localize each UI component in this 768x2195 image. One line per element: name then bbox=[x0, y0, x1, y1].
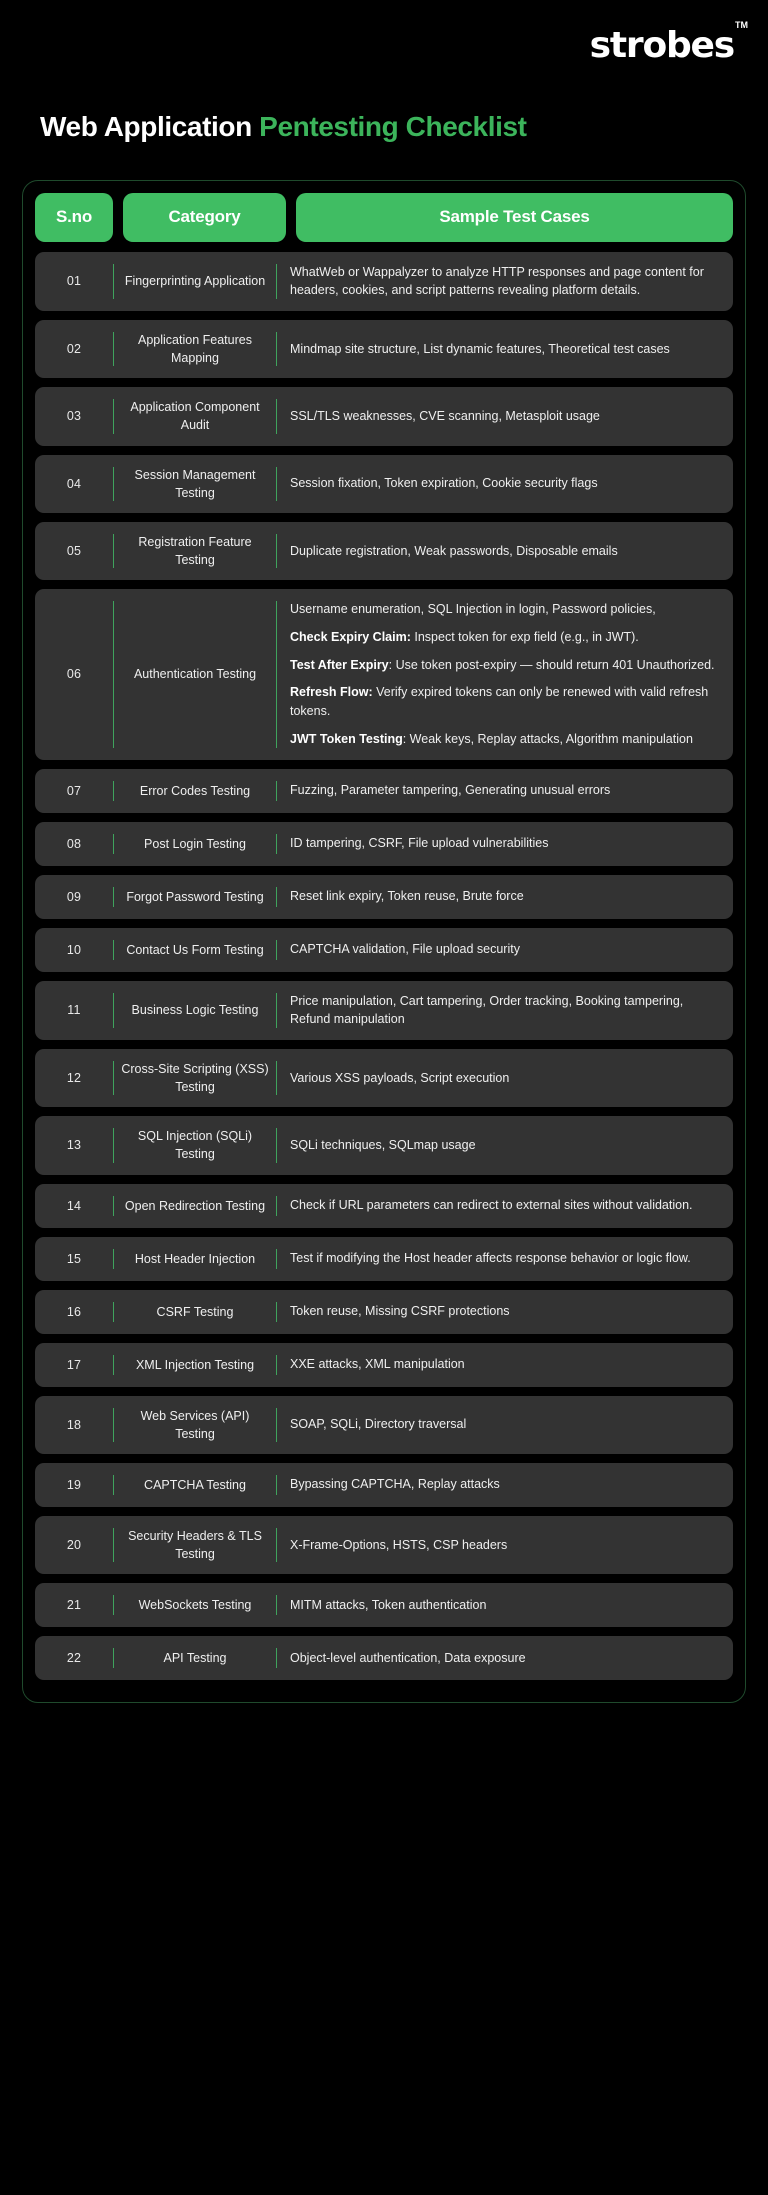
test-case-line bbox=[290, 1415, 466, 1434]
test-case-line bbox=[290, 1475, 500, 1494]
test-case-text: Various XSS payloads, Script execution bbox=[290, 1070, 510, 1085]
table-row bbox=[35, 1463, 733, 1507]
cell-serial-number: 09 bbox=[66, 889, 82, 904]
table-row bbox=[35, 1049, 733, 1107]
test-case-text: Reset link expiry, Token reuse, Brute force bbox=[290, 889, 524, 904]
cell-sample-test-cases bbox=[277, 252, 733, 312]
test-case-text: WhatWeb or Wappalyzer to analyze HTTP responses and page content for headers, cookies, and script patterns revealing platform details. bbox=[290, 264, 704, 298]
test-case-text: Check if URL parameters can redirect to external sites without validation. bbox=[290, 1198, 693, 1213]
test-case-line bbox=[290, 992, 717, 1030]
cell-category: Forgot Password Testing bbox=[126, 889, 264, 904]
cell-serial-number: 02 bbox=[66, 342, 82, 357]
cell-category: Open Redirection Testing bbox=[124, 1198, 266, 1213]
cell-category: Post Login Testing bbox=[144, 836, 246, 851]
test-case-label: Refresh Flow: bbox=[290, 685, 373, 700]
test-case-line bbox=[290, 600, 656, 619]
table-row bbox=[35, 1583, 733, 1627]
cell-category: Error Codes Testing bbox=[139, 783, 251, 798]
table-row bbox=[35, 1116, 733, 1174]
test-case-line bbox=[290, 1196, 693, 1215]
cell-category: Cross-Site Scripting (XSS) Testing bbox=[121, 1062, 269, 1095]
test-case-text: Mindmap site structure, List dynamic features, Theoretical test cases bbox=[290, 341, 670, 356]
test-case-text: ID tampering, CSRF, File upload vulnerabilities bbox=[290, 836, 549, 851]
cell-serial-number: 12 bbox=[66, 1071, 82, 1086]
table-row bbox=[35, 1396, 733, 1454]
cell-category: Host Header Injection bbox=[134, 1251, 256, 1266]
test-case-line bbox=[290, 407, 600, 426]
cell-sample-test-cases bbox=[277, 981, 733, 1041]
test-case-line bbox=[290, 542, 618, 561]
page-title-plain: Web Application bbox=[40, 111, 260, 142]
cell-sample-test-cases bbox=[277, 769, 733, 813]
checklist-card bbox=[22, 180, 746, 1704]
cell-category: WebSockets Testing bbox=[138, 1598, 252, 1613]
test-case-text: MITM attacks, Token authentication bbox=[290, 1597, 487, 1612]
table-row bbox=[35, 589, 733, 760]
brand-header bbox=[0, 0, 768, 92]
column-header-tests: Sample Test Cases bbox=[296, 193, 733, 242]
cell-serial-number: 10 bbox=[66, 942, 82, 957]
test-case-text: Fuzzing, Parameter tampering, Generating unusual errors bbox=[290, 783, 611, 798]
test-case-text: Price manipulation, Cart tampering, Order tracking, Booking tampering, Refund manipulation bbox=[290, 993, 684, 1027]
page-title-accent: Pentesting Checklist bbox=[259, 111, 527, 142]
test-case-text: : Use token post-expiry — should return 401 Unauthorized. bbox=[388, 657, 715, 672]
test-case-line bbox=[290, 887, 524, 906]
cell-sample-test-cases bbox=[277, 875, 733, 919]
test-case-line bbox=[290, 1536, 507, 1555]
cell-serial-number: 17 bbox=[66, 1357, 82, 1372]
cell-category: CAPTCHA Testing bbox=[144, 1477, 246, 1492]
cell-sample-test-cases bbox=[277, 1184, 733, 1228]
test-case-line bbox=[290, 340, 670, 359]
test-case-text: Duplicate registration, Weak passwords, Disposable emails bbox=[290, 543, 618, 558]
test-case-text: SQLi techniques, SQLmap usage bbox=[290, 1138, 476, 1153]
cell-sample-test-cases bbox=[277, 1396, 733, 1454]
cell-sample-test-cases bbox=[277, 522, 733, 580]
test-case-label: Check Expiry Claim: bbox=[290, 629, 411, 644]
test-case-line bbox=[290, 683, 717, 721]
page-title bbox=[0, 92, 768, 144]
strobes-logo bbox=[589, 20, 748, 66]
cell-sample-test-cases bbox=[277, 320, 733, 378]
cell-category: XML Injection Testing bbox=[135, 1357, 255, 1372]
cell-category: Application Component Audit bbox=[130, 400, 260, 433]
test-case-line bbox=[290, 940, 520, 959]
test-case-line bbox=[290, 1249, 691, 1268]
test-case-line bbox=[290, 730, 693, 749]
test-case-line bbox=[290, 1136, 476, 1155]
cell-sample-test-cases bbox=[277, 1116, 733, 1174]
cell-serial-number: 06 bbox=[66, 667, 82, 682]
cell-serial-number: 11 bbox=[67, 1003, 81, 1018]
table-row bbox=[35, 875, 733, 919]
table-body bbox=[35, 252, 733, 1681]
table-header-row bbox=[35, 193, 733, 242]
table-row bbox=[35, 455, 733, 513]
cell-serial-number: 20 bbox=[66, 1537, 82, 1552]
test-case-line bbox=[290, 781, 610, 800]
cell-category: SQL Injection (SQLi) Testing bbox=[137, 1129, 253, 1162]
cell-category: Registration Feature Testing bbox=[138, 534, 252, 567]
cell-category: Web Services (API) Testing bbox=[140, 1408, 250, 1441]
cell-category: Business Logic Testing bbox=[131, 1003, 259, 1018]
cell-serial-number: 05 bbox=[66, 543, 82, 558]
cell-sample-test-cases bbox=[277, 387, 733, 445]
table-row bbox=[35, 320, 733, 378]
test-case-text: Verify expired tokens can only be renewed with valid refresh tokens. bbox=[290, 685, 709, 719]
cell-sample-test-cases bbox=[277, 1237, 733, 1281]
trademark-icon: TM bbox=[735, 20, 748, 30]
test-case-line bbox=[290, 263, 717, 301]
test-case-line bbox=[290, 1069, 509, 1088]
test-case-text: XXE attacks, XML manipulation bbox=[290, 1357, 465, 1372]
cell-sample-test-cases bbox=[277, 589, 733, 760]
column-header-category: Category bbox=[123, 193, 286, 242]
cell-serial-number: 04 bbox=[66, 476, 82, 491]
cell-serial-number: 13 bbox=[66, 1138, 82, 1153]
test-case-text: Inspect token for exp field (e.g., in JWT). bbox=[410, 629, 639, 644]
cell-category: Fingerprinting Application bbox=[124, 274, 266, 289]
cell-serial-number: 07 bbox=[66, 783, 82, 798]
test-case-text: Username enumeration, SQL Injection in login, Password policies, bbox=[290, 602, 656, 617]
test-case-line bbox=[290, 628, 639, 647]
cell-serial-number: 19 bbox=[66, 1477, 82, 1492]
cell-category: Application Features Mapping bbox=[138, 333, 252, 366]
cell-serial-number: 18 bbox=[66, 1417, 82, 1432]
test-case-label: JWT Token Testing bbox=[290, 731, 403, 746]
cell-sample-test-cases bbox=[277, 928, 733, 972]
cell-serial-number: 22 bbox=[66, 1651, 82, 1666]
table-row bbox=[35, 252, 733, 312]
table-row bbox=[35, 1516, 733, 1574]
cell-serial-number: 14 bbox=[66, 1198, 82, 1213]
table-row bbox=[35, 928, 733, 972]
cell-serial-number: 21 bbox=[66, 1598, 82, 1613]
table-row bbox=[35, 1290, 733, 1334]
test-case-line bbox=[290, 656, 715, 675]
cell-sample-test-cases bbox=[277, 822, 733, 866]
table-row bbox=[35, 981, 733, 1041]
test-case-line bbox=[290, 474, 598, 493]
test-case-text: Session fixation, Token expiration, Cookie security flags bbox=[290, 476, 598, 491]
cell-category: Contact Us Form Testing bbox=[126, 942, 264, 957]
brand-wordmark: strobes bbox=[589, 25, 734, 66]
cell-sample-test-cases bbox=[277, 1583, 733, 1627]
cell-category: API Testing bbox=[163, 1651, 227, 1666]
test-case-line bbox=[290, 834, 548, 853]
test-case-text: Object-level authentication, Data exposure bbox=[290, 1650, 526, 1665]
table-row bbox=[35, 822, 733, 866]
test-case-text: SOAP, SQLi, Directory traversal bbox=[290, 1417, 467, 1432]
cell-serial-number: 15 bbox=[66, 1251, 82, 1266]
cell-category: CSRF Testing bbox=[156, 1304, 234, 1319]
column-header-sno: S.no bbox=[35, 193, 113, 242]
cell-sample-test-cases bbox=[277, 1343, 733, 1387]
cell-serial-number: 03 bbox=[66, 409, 82, 424]
cell-sample-test-cases bbox=[277, 1463, 733, 1507]
cell-serial-number: 16 bbox=[66, 1304, 82, 1319]
cell-category: Security Headers & TLS Testing bbox=[128, 1528, 262, 1561]
cell-sample-test-cases bbox=[277, 1516, 733, 1574]
test-case-text: X-Frame-Options, HSTS, CSP headers bbox=[290, 1537, 508, 1552]
test-case-label: Test After Expiry bbox=[290, 657, 389, 672]
table-row bbox=[35, 769, 733, 813]
test-case-text: Token reuse, Missing CSRF protections bbox=[290, 1304, 510, 1319]
cell-category: Authentication Testing bbox=[133, 667, 257, 682]
table-row bbox=[35, 1237, 733, 1281]
table-row bbox=[35, 522, 733, 580]
test-case-line bbox=[290, 1302, 510, 1321]
test-case-line bbox=[290, 1355, 465, 1374]
test-case-line bbox=[290, 1596, 486, 1615]
table-row bbox=[35, 1184, 733, 1228]
cell-serial-number: 08 bbox=[66, 836, 82, 851]
test-case-text: Test if modifying the Host header affects response behavior or logic flow. bbox=[290, 1251, 691, 1266]
cell-sample-test-cases bbox=[277, 455, 733, 513]
test-case-text: SSL/TLS weaknesses, CVE scanning, Metasploit usage bbox=[290, 409, 600, 424]
cell-serial-number: 01 bbox=[66, 274, 82, 289]
cell-sample-test-cases bbox=[277, 1049, 733, 1107]
cell-sample-test-cases bbox=[277, 1290, 733, 1334]
test-case-line bbox=[290, 1649, 526, 1668]
test-case-text: CAPTCHA validation, File upload security bbox=[290, 942, 520, 957]
table-row bbox=[35, 1343, 733, 1387]
cell-sample-test-cases bbox=[277, 1636, 733, 1680]
table-row bbox=[35, 387, 733, 445]
test-case-text: : Weak keys, Replay attacks, Algorithm manipulation bbox=[402, 731, 693, 746]
test-case-text: Bypassing CAPTCHA, Replay attacks bbox=[290, 1477, 500, 1492]
cell-category: Session Management Testing bbox=[134, 467, 256, 500]
table-row bbox=[35, 1636, 733, 1680]
